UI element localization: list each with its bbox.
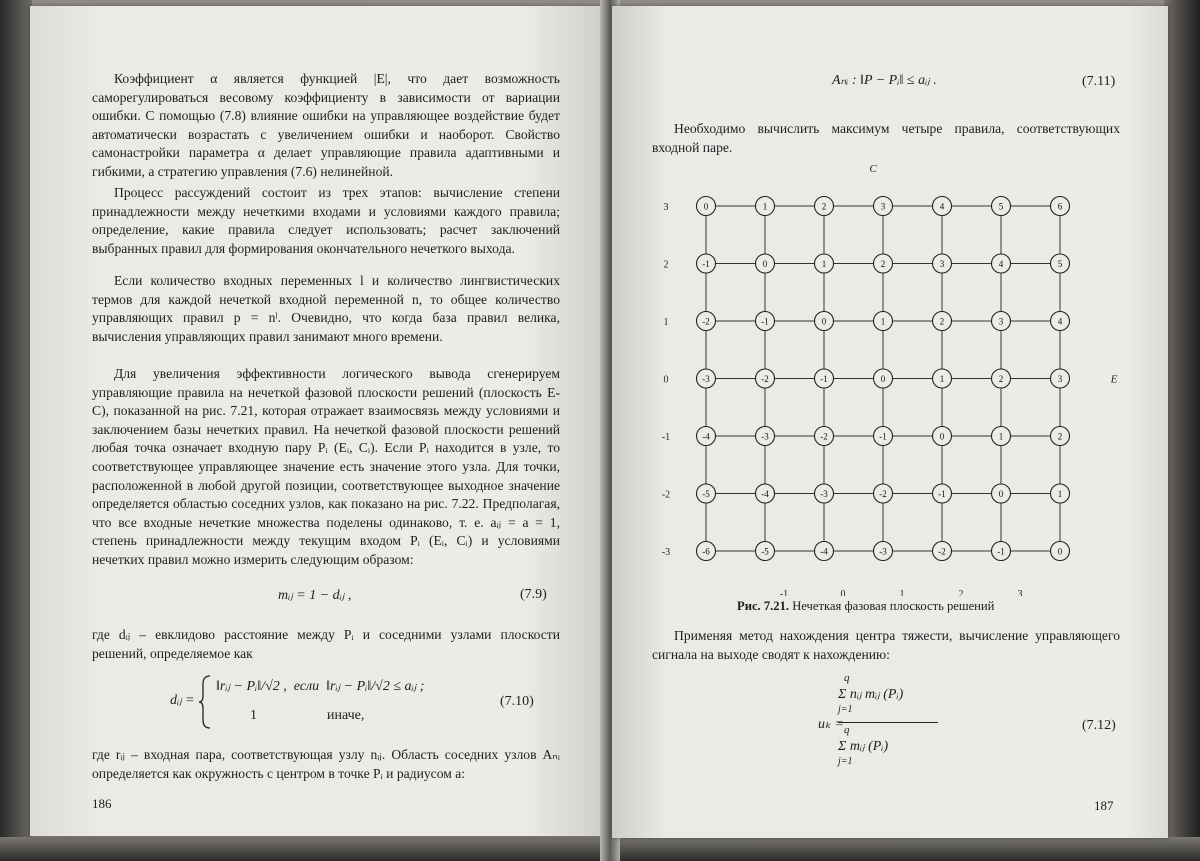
grid-node-value: 0: [880, 374, 886, 384]
grid-node-value: -4: [761, 489, 769, 499]
equation-7-11-number: (7.11): [1082, 74, 1116, 89]
grid-node-value: -6: [702, 546, 710, 557]
row-tick-label: 1: [663, 317, 669, 328]
grid-node-value: 2: [998, 374, 1004, 384]
paragraph-2: Процесс рассуждений состоит из трех этапов: вычисление степени принадлежности между нечеткими входами и условиями каждого правила; определение, какие правила следует использовать; расчет заключений выбранных правил для формирования окончательного нечеткого выхода.: [92, 185, 560, 256]
figure-caption-text: Нечеткая фазовая плоскость решений: [792, 599, 995, 613]
equation-7-12-sum-upper-1: q: [844, 672, 850, 684]
phase-plane-svg: [652, 156, 1122, 596]
grid-node-value: 0: [1057, 546, 1063, 557]
row-tick-label: 0: [663, 374, 669, 386]
equation-7-12-sum-lower-1: j=1: [838, 704, 853, 715]
grid-node-value: -3: [879, 546, 887, 557]
paragraph-before-figure: Необходимо вычислить максимум четыре правила, соответствующих входной паре.: [652, 121, 1120, 155]
column-tick-label: 0: [840, 589, 846, 596]
grid-node-value: 3: [1057, 374, 1063, 384]
paragraph-after-7-10: где rᵢⱼ – входная пара, соответствующая узлу nᵢⱼ. Область соседних узлов Aₙᵢ определяется как окружность с центром в точке Pᵢ и радиусом a:: [92, 747, 560, 781]
grid-node-value: 4: [998, 259, 1004, 269]
equation-7-12-sum-upper-2: q: [844, 724, 850, 736]
column-tick-label: 3: [1017, 589, 1023, 596]
grid-node-value: -3: [820, 489, 828, 499]
equation-7-9: mᵢⱼ = 1 − dᵢⱼ ,: [278, 588, 352, 603]
column-tick-label: 1: [899, 589, 905, 596]
grid-node-value: -1: [879, 431, 887, 442]
grid-node-value: 1: [998, 431, 1004, 442]
grid-node-value: -2: [702, 316, 710, 327]
equation-7-9-number: (7.9): [520, 587, 547, 602]
equation-7-10-case-2: 1 иначе,: [250, 708, 365, 723]
grid-node-value: 0: [939, 431, 945, 442]
grid-node-value: 1: [880, 316, 886, 327]
page-number-right: 187: [1094, 798, 1114, 813]
row-tick-label: -3: [661, 547, 671, 558]
grid-node-value: -2: [761, 374, 769, 384]
equation-7-11: Aₙᵢ : ‖P − Pᵢ‖ ≤ aᵢⱼ .: [832, 73, 937, 88]
equation-7-12-fraction-bar: [838, 722, 938, 723]
equation-7-10-brace: [198, 674, 212, 730]
right-page: [612, 6, 1168, 838]
grid-node-value: 3: [880, 201, 886, 212]
grid-node-value: -4: [820, 546, 828, 557]
figure-caption: [737, 599, 994, 614]
grid-node-value: -1: [820, 374, 828, 384]
paragraph-after-figure: Применяя метод нахождения центра тяжести, вычисление управляющего сигнала на выходе сводят к нахождению:: [652, 628, 1120, 662]
equation-7-12-lhs: uₖ =: [818, 717, 844, 732]
grid-node-value: -1: [938, 489, 946, 499]
axis-label-c: C: [869, 163, 877, 175]
equation-7-10-number: (7.10): [500, 694, 534, 709]
equation-7-12-numerator: Σ nᵢⱼ mᵢⱼ (Pᵢ): [838, 687, 904, 702]
grid-node-value: 1: [821, 259, 827, 269]
grid-node-value: 0: [998, 489, 1004, 499]
grid-node-value: 3: [998, 316, 1004, 327]
grid-node-value: 4: [1057, 316, 1063, 327]
paragraph-1: Коэффициент α является функцией |E|, что дает возможность саморегулироваться весовому коэффициенту в зависимости от вариации ошибки. С помощью (7.8) влияние ошибки на управляющее воздействие будет автоматически возрастать с увеличением ошибки и наоборот. Свойство самонастройки параметра α делает управляющие правила адаптивными и гибкими, а стратегию управления (7.6) нелинейной.: [92, 71, 560, 179]
grid-node-value: 2: [821, 201, 827, 212]
grid-node-value: -3: [761, 431, 769, 442]
grid-node-value: -2: [879, 489, 887, 499]
grid-node-value: 6: [1057, 201, 1063, 212]
book-right-edge: [1164, 0, 1200, 861]
grid-node-value: 2: [880, 259, 886, 269]
grid-node-value: 4: [939, 201, 945, 212]
figure-caption-label: Рис. 7.21.: [737, 599, 790, 613]
equation-7-12-denominator: Σ mᵢⱼ (Pᵢ): [838, 739, 889, 754]
equation-7-12-sum-lower-2: j=1: [838, 756, 853, 767]
grid-node-value: 0: [762, 259, 768, 269]
axis-label-e: E: [1110, 373, 1118, 386]
grid-node-value: 2: [939, 316, 945, 327]
row-tick-label: 3: [663, 202, 669, 213]
fuzzy-phase-plane-figure: [652, 156, 1122, 601]
grid-node-value: 0: [821, 316, 827, 327]
grid-node-value: 1: [939, 374, 945, 384]
equation-7-10-lhs: dᵢⱼ =: [170, 693, 195, 708]
grid-node-value: -4: [702, 431, 710, 442]
grid-node-value: 1: [1057, 489, 1063, 499]
row-tick-label: -2: [661, 489, 671, 501]
grid-node-value: -2: [938, 546, 946, 557]
grid-node-value: -2: [820, 431, 828, 442]
page-number-left: 186: [92, 796, 112, 811]
row-tick-label: 2: [663, 259, 669, 271]
equation-7-12-number: (7.12): [1082, 718, 1116, 733]
book-left-edge: [0, 0, 32, 861]
grid-node-value: -5: [702, 489, 710, 499]
row-tick-label: -1: [661, 432, 671, 443]
grid-node-value: -3: [702, 374, 710, 384]
paragraph-after-7-9: где dᵢⱼ – евклидово расстояние между Pᵢ и соседними узлами плоскости решений, определяемое как: [92, 627, 560, 661]
grid-node-value: -1: [761, 316, 769, 327]
column-tick-label: 2: [958, 589, 964, 596]
paragraph-3: Если количество входных переменных l и количество лингвистических термов для каждой нечеткой входной переменной n, то общее количество управляющих правил p = nˡ. Очевидно, что когда база правил велика, вычисления управляющих правил занимают много времени.: [92, 273, 560, 344]
grid-node-value: -1: [997, 546, 1005, 557]
left-page: [30, 6, 608, 836]
grid-node-value: 5: [998, 201, 1004, 212]
column-tick-label: -1: [779, 589, 789, 596]
grid-node-value: 1: [762, 201, 768, 212]
grid-node-value: 0: [703, 201, 709, 212]
equation-7-10-case-1: ‖rᵢⱼ − Pᵢ‖/√2 , если ‖rᵢⱼ − Pᵢ‖/√2 ≤ aᵢⱼ ;: [216, 679, 425, 694]
grid-node-value: 5: [1057, 259, 1063, 269]
paragraph-4: Для увеличения эффективности логического вывода сгенерируем управляющие правила на нечеткой фазовой плоскости решений (плоскость E-C), показанной на рис. 7.21, которая отражает взаимосвязь между условиями и заключением базы нечетких правил. На нечеткой фазовой плоскости решений любая точка означает входную пару Pᵢ (Eᵢ, Cᵢ). Если Pᵢ находится в узле, то соответствующее управляющее значение есть значение этого узла. Для точки, расположенной в любой другой позиции, соответствующее выходное значение определяется областью соседних узлов, как показано на рис. 7.22. Предполагая, что все входные нечеткие множества поделены одинаково, т. е. aᵢⱼ = a = 1, степень принадлежности между текущим входом Pᵢ (Eᵢ, Cᵢ) и условиями нечетких правил можно измерить следующим образом:: [92, 366, 560, 567]
grid-node-value: -5: [761, 546, 769, 557]
grid-node-value: -1: [702, 259, 710, 269]
grid-node-value: 2: [1057, 431, 1063, 442]
grid-node-value: 3: [939, 259, 945, 269]
